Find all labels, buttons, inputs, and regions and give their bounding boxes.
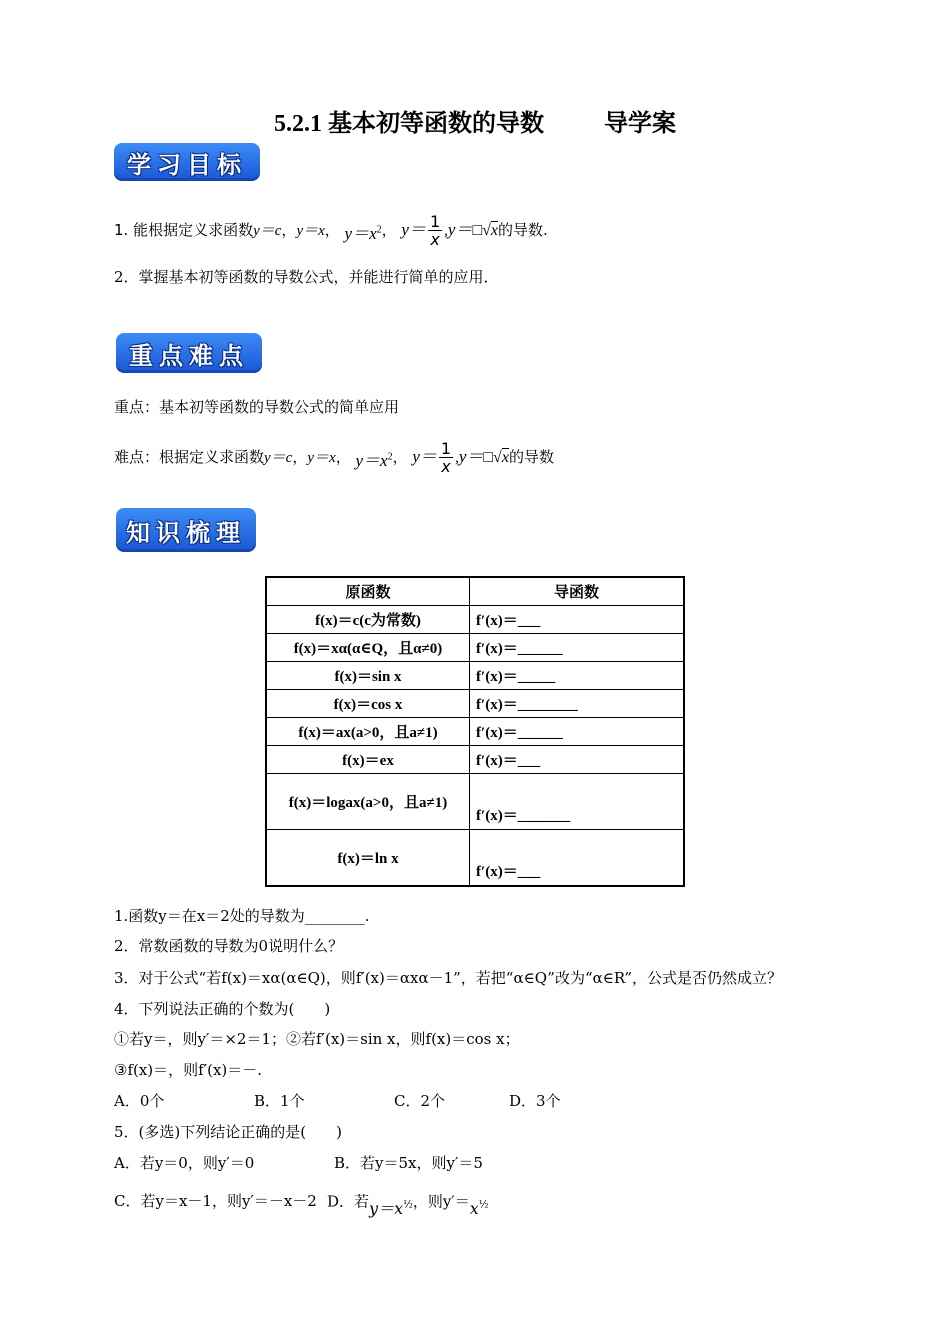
- question-4-stem: 4．下列说法正确的个数为( ): [114, 1000, 331, 1018]
- question-4-option-a: A．0个: [114, 1092, 165, 1110]
- question-4-line-1: ①若y＝，则y′＝×2＝1；②若f′(x)＝sin x，则f(x)＝cos x；: [114, 1030, 520, 1048]
- question-5-option-d: D．若$y=x^{\frac{1}{2}}$，则$y'=x^{\frac{1}{2}}$: [327, 1192, 489, 1219]
- question-4-option-c: C．2个: [394, 1092, 446, 1110]
- derivative-blank: f′(x)＝________: [470, 690, 685, 718]
- difficulty-prefix: 难点：根据定义求函数: [114, 448, 265, 466]
- table-row: [266, 718, 684, 746]
- title-main: 5.2.1 基本初等函数的导数: [274, 111, 544, 137]
- objective-1-suffix: 的导数.: [498, 221, 548, 239]
- original-function: f(x)＝c(c为常数): [266, 606, 470, 634]
- objectives-badge: 学习目标: [114, 143, 260, 181]
- radical-icon: □√x: [483, 449, 509, 466]
- derivative-blank: f′(x)＝___: [470, 830, 685, 887]
- derivative-blank: f′(x)＝___: [470, 746, 685, 774]
- objective-1: 1. 能根据定义求函数y＝c，y＝x， $y=x^2$， y＝ $\frac{1}{x}$ ,y＝□√x的导数.: [114, 212, 548, 249]
- objective-1-prefix: 1. 能根据定义求函数: [114, 221, 254, 239]
- question-5-option-b: B．若y＝5x，则y′＝5: [334, 1154, 483, 1172]
- question-5-option-c: C．若y＝x－1，则y′＝－x－2: [114, 1192, 317, 1210]
- question-3: 3．对于公式“若f(x)＝xα(α∈Q)，则f′(x)＝αxα－1”，若把“α∈Q”改为“α∈R”，公式是否仍然成立？: [114, 969, 782, 987]
- table-header-row: [266, 577, 684, 606]
- option-d-mid: ，则y′＝: [412, 1192, 470, 1211]
- header-original: 原函数: [266, 577, 470, 606]
- objective-2: 2．掌握基本初等函数的导数公式，并能进行简单的应用．: [114, 268, 499, 286]
- original-function: f(x)＝ln x: [266, 830, 470, 887]
- question-4-option-d: D．3个: [509, 1092, 561, 1110]
- difficulty-line: 难点：根据定义求函数y＝c，y＝x， $y=x^2$， y＝ $\frac{1}{x}$ ,y＝□√x的导数: [114, 439, 554, 476]
- question-4-line-2: ③f(x)＝，则f′(x)＝－.: [114, 1061, 263, 1079]
- derivative-blank: f′(x)＝_____: [470, 662, 685, 690]
- table-row: [266, 634, 684, 662]
- original-function: f(x)＝xα(α∈Q，且α≠0): [266, 634, 470, 662]
- fraction-one-over-x: $\frac{1}{x}$: [440, 439, 452, 476]
- original-function: f(x)＝sin x: [266, 662, 470, 690]
- page-title: [0, 103, 950, 138]
- title-suffix: 导学案: [604, 111, 676, 137]
- question-4-option-b: B．1个: [254, 1092, 305, 1110]
- original-function: f(x)＝ax(a>0，且a≠1): [266, 718, 470, 746]
- key-points-badge: 重点难点: [116, 333, 262, 373]
- radical-icon: □√x: [472, 222, 499, 239]
- fraction-one-over-x: $\frac{1}{x}$: [429, 212, 441, 249]
- question-1: 1.函数y＝在x＝2处的导数为________.: [114, 907, 370, 925]
- table-row: [266, 746, 684, 774]
- original-function: f(x)＝cos x: [266, 690, 470, 718]
- derivative-blank: f′(x)＝______: [470, 634, 685, 662]
- header-derivative: 导函数: [470, 577, 685, 606]
- focus-line: 重点：基本初等函数的导数公式的简单应用: [114, 398, 400, 416]
- derivative-blank: f′(x)＝_______: [470, 774, 685, 830]
- knowledge-badge: 知识梳理: [116, 508, 256, 552]
- original-function: f(x)＝ex: [266, 746, 470, 774]
- table-row: [266, 774, 684, 830]
- derivative-table: [265, 576, 685, 887]
- table-row: [266, 606, 684, 634]
- derivative-blank: f′(x)＝___: [470, 606, 685, 634]
- question-5-stem: 5．(多选)下列结论正确的是( ): [114, 1123, 342, 1141]
- table-row: [266, 662, 684, 690]
- difficulty-suffix: 的导数: [508, 448, 554, 466]
- table-row: [266, 830, 684, 887]
- derivative-blank: f′(x)＝______: [470, 718, 685, 746]
- option-d-prefix: D．若: [327, 1192, 370, 1211]
- original-function: f(x)＝logax(a>0，且a≠1): [266, 774, 470, 830]
- question-2: 2．常数函数的导数为0说明什么？: [114, 937, 344, 955]
- table-row: [266, 690, 684, 718]
- question-5-option-a: A．若y＝0，则y′＝0: [114, 1154, 255, 1172]
